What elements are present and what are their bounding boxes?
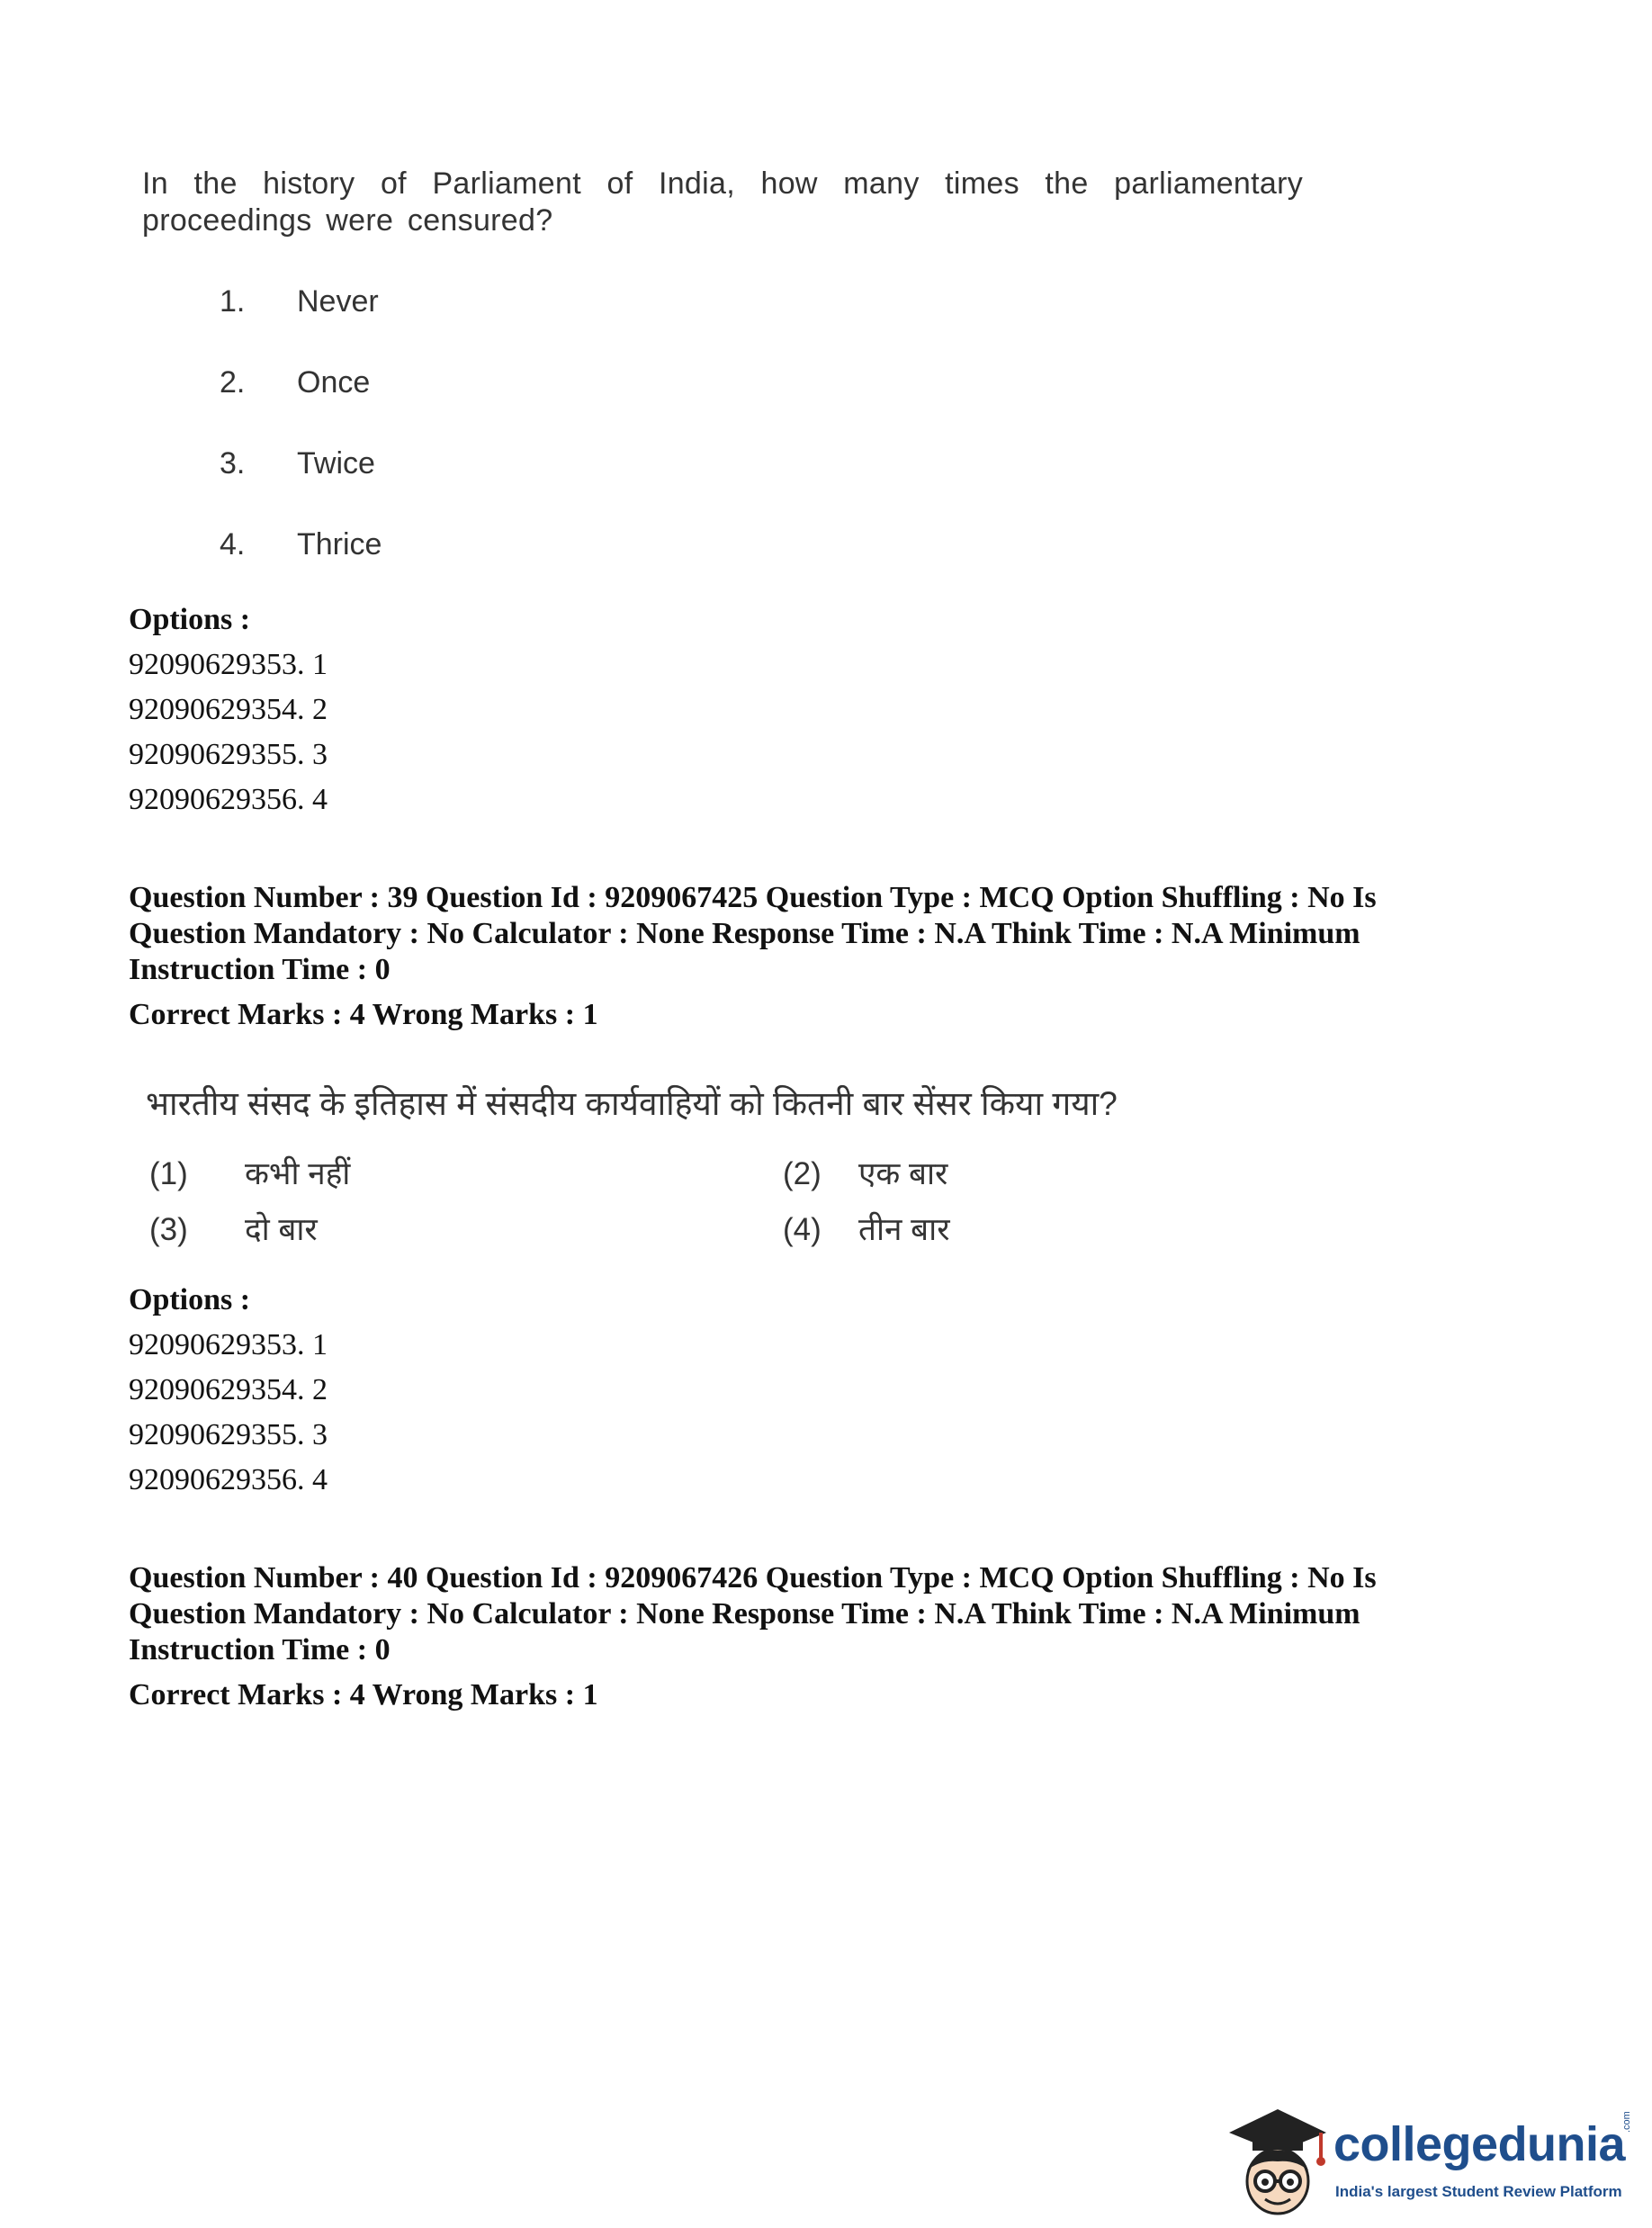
- question-38-english-text: In the history of Parliament of India, how many times the parliamentary proceedings were censured?: [142, 166, 1303, 238]
- brand-tagline: India's largest Student Review Platform: [1335, 2183, 1622, 2200]
- option-number: 2.: [220, 365, 246, 400]
- option-id-line: 92090629353. 1: [129, 648, 328, 681]
- option-number: 4.: [220, 527, 246, 561]
- option-number: (2): [783, 1156, 822, 1191]
- option-number: 1.: [220, 284, 246, 319]
- option-text: Thrice: [297, 527, 382, 561]
- q38-option-3: [220, 446, 375, 481]
- option-id-line: 92090629354. 2: [129, 1373, 328, 1406]
- option-id-line: 92090629355. 3: [129, 1418, 328, 1451]
- collegedunia-logo: [1220, 2097, 1643, 2223]
- option-text: Twice: [297, 446, 375, 481]
- q39-hindi-option-3: [149, 1208, 318, 1250]
- marks-line: Correct Marks : 4 Wrong Marks : 1: [129, 998, 598, 1031]
- option-text: एक बार: [858, 1156, 948, 1191]
- q39-hindi-option-1: [149, 1152, 350, 1194]
- option-text: तीन बार: [858, 1212, 950, 1247]
- options-list-2: [129, 1278, 328, 1503]
- option-number: (1): [149, 1156, 188, 1191]
- question-39-metadata: [129, 880, 1469, 1033]
- brand-name: collegedunia: [1333, 2117, 1626, 2171]
- option-text: कभी नहीं: [245, 1156, 351, 1191]
- option-text: Never: [297, 284, 379, 319]
- option-id-line: 92090629356. 4: [129, 783, 328, 816]
- brand-domain-suffix: .com: [1621, 2111, 1632, 2133]
- options-list-1: [129, 597, 328, 822]
- option-id-line: 92090629355. 3: [129, 738, 328, 771]
- option-id-line: 92090629354. 2: [129, 693, 328, 726]
- student-mascot-icon: [1220, 2097, 1332, 2223]
- option-id-line: 92090629353. 1: [129, 1328, 328, 1361]
- q39-hindi-option-2: [783, 1152, 947, 1194]
- option-number: (4): [783, 1212, 822, 1247]
- q38-option-1: [220, 284, 379, 319]
- question-meta-line: Question Number : 40 Question Id : 9209067426 Question Type : MCQ Option Shuffling : No Is Question Mandatory : No Calculator : None Response Time : N.A Think Time : N.A Minimum Instruction Time : 0: [129, 1561, 1377, 1667]
- options-header: Options :: [129, 1283, 251, 1316]
- option-text: दो बार: [245, 1212, 318, 1247]
- option-number: 3.: [220, 446, 246, 481]
- option-id-line: 92090629356. 4: [129, 1463, 328, 1496]
- question-39-hindi-text: भारतीय संसद के इतिहास में संसदीय कार्यवाहियों को कितनी बार सेंसर किया गया?: [146, 1085, 1118, 1122]
- q39-hindi-option-4: [783, 1208, 950, 1250]
- option-text: Once: [297, 365, 371, 400]
- options-header: Options :: [129, 603, 251, 636]
- question-40-metadata: [129, 1560, 1469, 1713]
- option-number: (3): [149, 1212, 188, 1247]
- q38-option-4: [220, 527, 382, 562]
- q38-option-2: [220, 365, 370, 400]
- marks-line: Correct Marks : 4 Wrong Marks : 1: [129, 1678, 598, 1711]
- question-meta-line: Question Number : 39 Question Id : 9209067425 Question Type : MCQ Option Shuffling : No Is Question Mandatory : No Calculator : None Response Time : N.A Think Time : N.A Minimum Instruction Time : 0: [129, 881, 1377, 986]
